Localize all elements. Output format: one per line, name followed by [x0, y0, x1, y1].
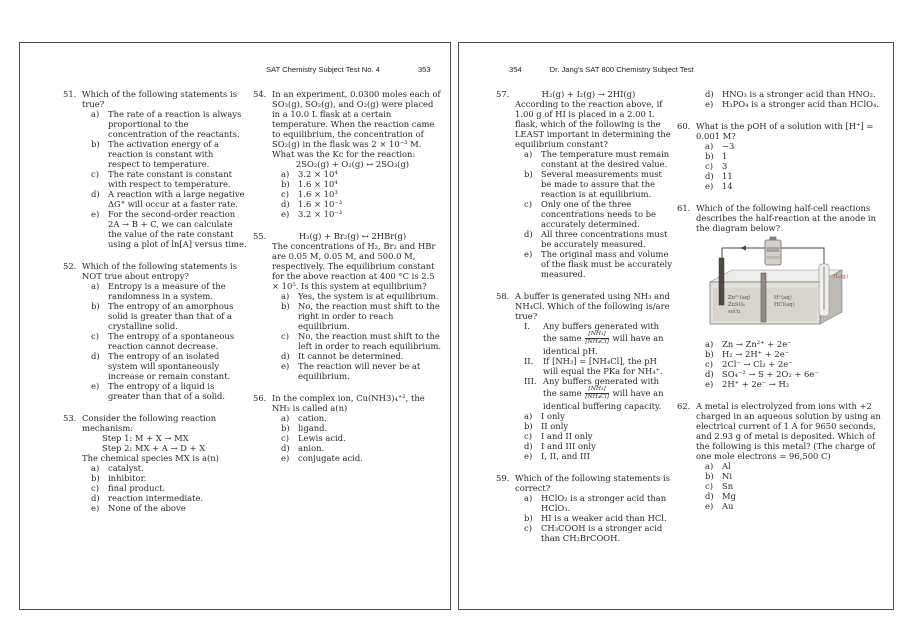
option-text: HClO₂ is a stronger acid than HClO₃.: [541, 493, 667, 513]
page-number: 354: [509, 65, 522, 74]
option-letter: c): [91, 169, 99, 179]
option-letter: a): [524, 149, 533, 159]
option-letter: d): [281, 443, 290, 453]
option-text: The entropy of an isolated system will spontaneously increase or remain constant.: [108, 351, 231, 381]
option-text: The rate constant is constant with respect to temperature.: [108, 169, 232, 189]
battery-band: [767, 247, 780, 252]
question-56: [253, 393, 443, 463]
cell-partition: [761, 273, 766, 322]
option: [696, 89, 889, 99]
current-arrow: [740, 246, 746, 251]
question-text: What is the pOH of a solution with [H⁺] = 0.001 M?: [696, 121, 874, 141]
option-letter: d): [91, 351, 100, 361]
option: [82, 483, 247, 493]
question-text: The chemical species MX is a(n): [82, 453, 219, 463]
option-text: A reaction with a large negative ΔG° will occur at a faster rate.: [108, 189, 245, 209]
option: [696, 151, 889, 161]
option-letter: a): [524, 411, 533, 421]
question-text: Which of the following statements is NOT true about entropy?: [82, 261, 237, 281]
question-55: [253, 231, 443, 381]
statement-text-post: will have an identical pH.: [543, 333, 664, 356]
statement-label: I.: [524, 321, 530, 331]
chemical-equation: 2SO₂(g) + O₂(g) ↔ 2SO₃(g): [295, 159, 410, 169]
option-letter: e): [705, 379, 714, 389]
option-text: 3.2 × 10⁻³: [298, 209, 343, 219]
question-59-continued: [677, 89, 889, 109]
options: [696, 89, 889, 109]
option-letter: e): [524, 249, 533, 259]
option-letter: b): [524, 169, 533, 179]
option: [696, 99, 889, 109]
question-text: Which of the following statements is correct?: [515, 473, 670, 493]
option-letter: d): [281, 199, 290, 209]
option-text: The rate of a reaction is always proportional to the concentration of the reactants.: [108, 109, 242, 139]
option: [696, 161, 889, 171]
option-text: −3: [722, 141, 735, 151]
reaction-step: Step 1: M + X → MX: [102, 433, 189, 443]
question-text: Which of the following half-cell reactions describes the half-reaction at the anode in the diagram below?: [696, 203, 877, 233]
option: [82, 331, 247, 351]
option: [515, 441, 672, 451]
option-letter: a): [281, 169, 290, 179]
option: [272, 189, 443, 199]
option-text: reaction intermediate.: [108, 493, 204, 503]
option: [696, 359, 889, 369]
right-column-2: [677, 89, 889, 555]
option: [272, 179, 443, 189]
question-number: 54.: [253, 89, 267, 99]
option-letter: b): [705, 471, 714, 481]
battery-band-2: [767, 256, 780, 259]
option: [515, 493, 672, 513]
option: [272, 301, 443, 331]
option-letter: e): [91, 209, 100, 219]
option-text: catalyst.: [108, 463, 144, 473]
question-52: [63, 261, 247, 401]
option: [272, 361, 443, 381]
cell-diagram-svg: [700, 236, 858, 332]
option: [515, 431, 672, 441]
page-left-header: [266, 65, 431, 74]
statement-III: [524, 376, 672, 411]
left-column-2: [253, 89, 443, 525]
option: [82, 473, 247, 483]
question-number: 56.: [253, 393, 267, 403]
option-text: Entropy is a measure of the randomness in a system.: [108, 281, 226, 301]
option-letter: a): [524, 493, 533, 503]
question-number: 59.: [496, 473, 510, 483]
left-column-1: [63, 89, 247, 525]
option-text: 1.6 × 10⁴: [298, 179, 338, 189]
question-54: [253, 89, 443, 219]
option: [272, 291, 443, 301]
option: [272, 331, 443, 351]
option-text: ligand.: [298, 423, 328, 433]
option-text: Yes, the system is at equilibrium.: [298, 291, 439, 301]
options: [272, 413, 443, 463]
fraction-numerator: [NH₃]: [585, 386, 609, 394]
option: [272, 413, 443, 423]
option: [696, 369, 889, 379]
option-letter: a): [91, 463, 100, 473]
option-letter: e): [281, 453, 290, 463]
options: [696, 461, 889, 511]
options: [82, 109, 247, 249]
option: [82, 463, 247, 473]
option: [515, 513, 672, 523]
option-letter: a): [705, 461, 714, 471]
page-left-columns: [63, 89, 443, 525]
question-text: In the complex ion, Cu(NH3)₄⁺², the NH₃ is called a(n): [272, 393, 425, 413]
option: [82, 209, 247, 249]
page-number: 353: [417, 65, 431, 74]
option: [82, 109, 247, 139]
option: [82, 281, 247, 301]
concentration-ratio-fraction: [585, 331, 609, 346]
option: [696, 141, 889, 151]
question-53: [63, 413, 247, 513]
option-text: inhibitor.: [108, 473, 147, 483]
option-letter: b): [524, 421, 533, 431]
option-text: H₃PO₄ is a stronger acid than HClO₄.: [722, 99, 880, 109]
option-letter: c): [281, 433, 289, 443]
option: [696, 491, 889, 501]
left-solution-label-1: Zn²⁺(aq): [728, 295, 751, 301]
statement-label: II.: [524, 356, 534, 366]
gas-label: H₂(g): [833, 274, 849, 280]
option-text: HI is a weaker acid than HCl.: [541, 513, 667, 523]
option-letter: c): [91, 483, 99, 493]
chemical-equation: H₂(g) + I₂(g) → 2HI(g): [541, 89, 636, 99]
option: [696, 481, 889, 491]
option-letter: c): [524, 523, 532, 533]
question-number: 53.: [63, 413, 77, 423]
question-number: 52.: [63, 261, 77, 271]
options: [82, 463, 247, 513]
option-text: The activation energy of a reaction is constant with respect to temperature.: [108, 139, 220, 169]
statement-text: [543, 376, 672, 411]
option: [272, 443, 443, 453]
option-text: The entropy of an amorphous solid is greater than that of a crystalline solid.: [108, 301, 234, 331]
question-number: 57.: [496, 89, 510, 99]
option: [515, 421, 672, 431]
option-text: The temperature must remain constant at the desired value.: [541, 149, 670, 169]
option-letter: b): [281, 179, 290, 189]
statement-label: III.: [524, 376, 537, 386]
option: [696, 471, 889, 481]
option-text: SO₄⁻² → S + 2O₂ + 6e⁻: [722, 369, 819, 379]
option-letter: a): [91, 281, 100, 291]
battery: [765, 240, 781, 265]
option: [696, 339, 889, 349]
option-text: I, II, and III: [541, 451, 590, 461]
question-number: 51.: [63, 89, 77, 99]
option: [696, 379, 889, 389]
option-text: It cannot be determined.: [298, 351, 404, 361]
question-58: [496, 291, 672, 461]
option: [696, 461, 889, 471]
options: [82, 281, 247, 401]
option-letter: b): [524, 513, 533, 523]
option-text: Au: [722, 501, 734, 511]
options: [515, 411, 672, 461]
option: [272, 433, 443, 443]
option: [515, 149, 672, 169]
option: [272, 209, 443, 219]
option-letter: c): [524, 199, 532, 209]
option-text: anion.: [298, 443, 325, 453]
option: [696, 181, 889, 191]
options: [696, 141, 889, 191]
option-letter: e): [91, 503, 100, 513]
option-text: 11: [722, 171, 733, 181]
statement-text-post: will have an identical buffering capacity.: [543, 388, 664, 411]
question-number: 61.: [677, 203, 691, 213]
option-letter: b): [705, 349, 714, 359]
option-text: The original mass and volume of the flask must be accurately measured.: [541, 249, 672, 279]
option-letter: d): [524, 229, 533, 239]
option-letter: d): [524, 441, 533, 451]
question-51: [63, 89, 247, 249]
option-text: I and III only: [541, 441, 596, 451]
option-letter: a): [281, 413, 290, 423]
option-letter: d): [705, 89, 714, 99]
option-text: Sn: [722, 481, 734, 491]
option-text: 1.6 × 10³: [298, 189, 338, 199]
option-text: 2H⁺ + 2e⁻ → H₂: [722, 379, 790, 389]
option-letter: c): [91, 331, 99, 341]
option: [515, 169, 672, 199]
question-text: Which of the following statements is true?: [82, 89, 237, 109]
options: [272, 291, 443, 381]
option-text: 1.6 × 10⁻³: [298, 199, 343, 209]
option-letter: b): [705, 151, 714, 161]
option: [272, 453, 443, 463]
option-text: For the second-order reaction 2A → B + C, we can calculate the value of the rate constant using a plot of ln[A] versus time.: [108, 209, 247, 249]
statement-text: If [NH₃] = [NH₄Cl], the pH will equal the PKa for NH₄⁺.: [543, 356, 663, 376]
option-letter: c): [705, 359, 713, 369]
option-text: The entropy of a liquid is greater than that of a solid.: [108, 381, 226, 401]
option-text: final product.: [108, 483, 166, 493]
statement-text: [543, 321, 672, 356]
options: [272, 169, 443, 219]
option: [272, 169, 443, 179]
option-letter: b): [91, 139, 100, 149]
option-letter: e): [705, 501, 714, 511]
option-text: 2Cl⁻ → Cl₂ + 2e⁻: [722, 359, 793, 369]
option-text: Mg: [722, 491, 736, 501]
page-right-header: [509, 65, 694, 74]
fraction-numerator: [NH₃]: [585, 331, 609, 339]
running-title: SAT Chemistry Subject Test No. 4: [266, 65, 380, 74]
option-letter: a): [705, 339, 714, 349]
option-letter: d): [91, 493, 100, 503]
option-letter: d): [281, 351, 290, 361]
question-59: [496, 473, 672, 543]
page-left: [19, 42, 451, 610]
question-text: Consider the following reaction mechanism:: [82, 413, 217, 433]
option-letter: c): [524, 431, 532, 441]
wire-right: [780, 248, 824, 266]
option-text: 1: [722, 151, 728, 161]
option-text: Zn → Zn²⁺ + 2e⁻: [722, 339, 792, 349]
option-letter: b): [281, 301, 290, 311]
option-letter: e): [281, 361, 290, 371]
question-number: 62.: [677, 401, 691, 411]
option-text: cation.: [298, 413, 327, 423]
option: [515, 411, 672, 421]
electrochemical-cell-diagram: [700, 236, 889, 334]
statement-text-pre: Any buffers generated with the same: [543, 376, 660, 398]
right-column-1: [496, 89, 672, 555]
option-text: None of the above: [108, 503, 186, 513]
option-text: The entropy of a spontaneous reaction cannot decrease.: [108, 331, 235, 351]
option: [82, 351, 247, 381]
question-number: 58.: [496, 291, 510, 301]
option-text: conjugate acid.: [298, 453, 363, 463]
option: [696, 349, 889, 359]
option-text: HNO₃ is a stronger acid than HNO₂.: [722, 89, 876, 99]
question-number-spacer: [677, 89, 696, 109]
option: [272, 423, 443, 433]
option: [515, 229, 672, 249]
option-text: Several measurements must be made to assure that the reaction is at equilibrium.: [541, 169, 662, 199]
option: [82, 169, 247, 189]
question-text: A metal is electrolyzed from ions with +2 charged in an aqueous solution by using an electrical current of 1 A for 9650 seconds, and 2.93 g of metal is deposited. Which of the following is this metal? (The charge of one mole electrons = 96,500 C): [696, 401, 881, 461]
question-61: [677, 203, 889, 389]
option-letter: a): [91, 109, 100, 119]
options: [515, 149, 672, 279]
option-letter: e): [91, 381, 100, 391]
left-solution-label-2: ZnSO₄: [728, 302, 745, 308]
statement-text-pre: Any buffers generated with the same: [543, 321, 660, 343]
option-text: No, the reaction must shift to the right in order to reach equilibrium.: [298, 301, 440, 331]
option-text: Ni: [722, 471, 733, 481]
option-letter: d): [705, 171, 714, 181]
option: [272, 351, 443, 361]
right-solution-label-2: HCl(aq): [774, 302, 795, 308]
option-text: All three concentrations must be accurately measured.: [541, 229, 668, 249]
option-text: 3.2 × 10⁴: [298, 169, 338, 179]
option-text: I and II only: [541, 431, 593, 441]
question-text: The concentrations of H₂, Br₂ and HBr are 0.05 M, 0.05 M, and 500.0 M, respectively. The equilibrium constant for the above reaction at 400 °C is 2.5 × 10⁵. Is this system at equilibrium?: [272, 241, 436, 291]
option: [82, 493, 247, 503]
option-letter: d): [91, 189, 100, 199]
question-text: In an experiment, 0.0300 moles each of SO₃(g), SO₂(g), and O₂(g) were placed in a 10.0 L flask at a certain temperature. When the reaction came to equilibrium, the concentration of SO₂(g) in the flask was 2 × 10⁻³ M. What was the Kc for the reaction:: [272, 89, 441, 159]
option-text: The reaction will never be at equilibrium.: [298, 361, 421, 381]
option-letter: c): [281, 189, 289, 199]
option-letter: e): [281, 209, 290, 219]
option-letter: a): [705, 141, 714, 151]
fraction-denominator: [NH₄Cl]: [585, 339, 609, 345]
option-letter: b): [91, 301, 100, 311]
left-electrode: [719, 258, 724, 305]
option-letter: d): [705, 369, 714, 379]
chemical-equation: H₂(g) + Br₂(g) ↔ 2HBr(g): [298, 231, 407, 241]
options: [696, 339, 889, 389]
option-letter: e): [705, 99, 714, 109]
option-text: Only one of the three concentrations needs to be accurately determined.: [541, 199, 656, 229]
page-right-columns: [496, 89, 889, 555]
options: [515, 493, 672, 543]
option: [515, 199, 672, 229]
question-62: [677, 401, 889, 511]
question-number: 55.: [253, 231, 267, 241]
roman-statements: [515, 321, 672, 411]
reaction-steps: [82, 433, 247, 453]
statement-II: [524, 356, 672, 376]
option-letter: b): [91, 473, 100, 483]
option-letter: e): [524, 451, 533, 461]
option-text: 14: [722, 181, 733, 191]
fraction-denominator: [NH₄Cl]: [585, 394, 609, 400]
running-title: Dr. Jang's SAT 800 Chemistry Subject Test: [549, 65, 694, 74]
question-text: A buffer is generated using NH₃ and NH₄Cl. Which of the following is/are true?: [515, 291, 670, 321]
option-letter: a): [281, 291, 290, 301]
question-number: 60.: [677, 121, 691, 131]
left-solution-label-3: sol'n: [728, 309, 741, 315]
question-60: [677, 121, 889, 191]
option-text: Lewis acid.: [298, 433, 346, 443]
option: [82, 503, 247, 513]
option: [82, 139, 247, 169]
option: [82, 381, 247, 401]
option-text: 3: [722, 161, 728, 171]
option: [82, 301, 247, 331]
option: [696, 501, 889, 511]
option-text: H₂ → 2H⁺ + 2e⁻: [722, 349, 790, 359]
option: [272, 199, 443, 209]
option: [515, 523, 672, 543]
option: [696, 171, 889, 181]
option-letter: c): [705, 481, 713, 491]
option: [515, 451, 672, 461]
option-letter: b): [281, 423, 290, 433]
question-57: [496, 89, 672, 279]
option: [82, 189, 247, 209]
option: [515, 249, 672, 279]
concentration-ratio-fraction: [585, 386, 609, 401]
option-text: No, the reaction must shift to the left in order to reach equilibrium.: [298, 331, 442, 351]
option-letter: c): [281, 331, 289, 341]
option-letter: c): [705, 161, 713, 171]
statement-I: [524, 321, 672, 356]
question-text: According to the reaction above, if 1.00 g of HI is placed in a 2.00 L flask, which of the following is the LEAST important in determining the equilibrium constant?: [515, 99, 671, 149]
option-letter: e): [705, 181, 714, 191]
reaction-step: Step 2: MX + A → D + X: [102, 443, 206, 453]
option-text: II only: [541, 421, 569, 431]
option-text: CH₃COOH is a stronger acid than CH₂BrCOOH.: [541, 523, 663, 543]
option-text: Al: [722, 461, 731, 471]
right-solution-label-1: H⁺(aq): [774, 295, 792, 301]
option-letter: d): [705, 491, 714, 501]
option-text: I only: [541, 411, 565, 421]
page-right: [458, 42, 894, 610]
